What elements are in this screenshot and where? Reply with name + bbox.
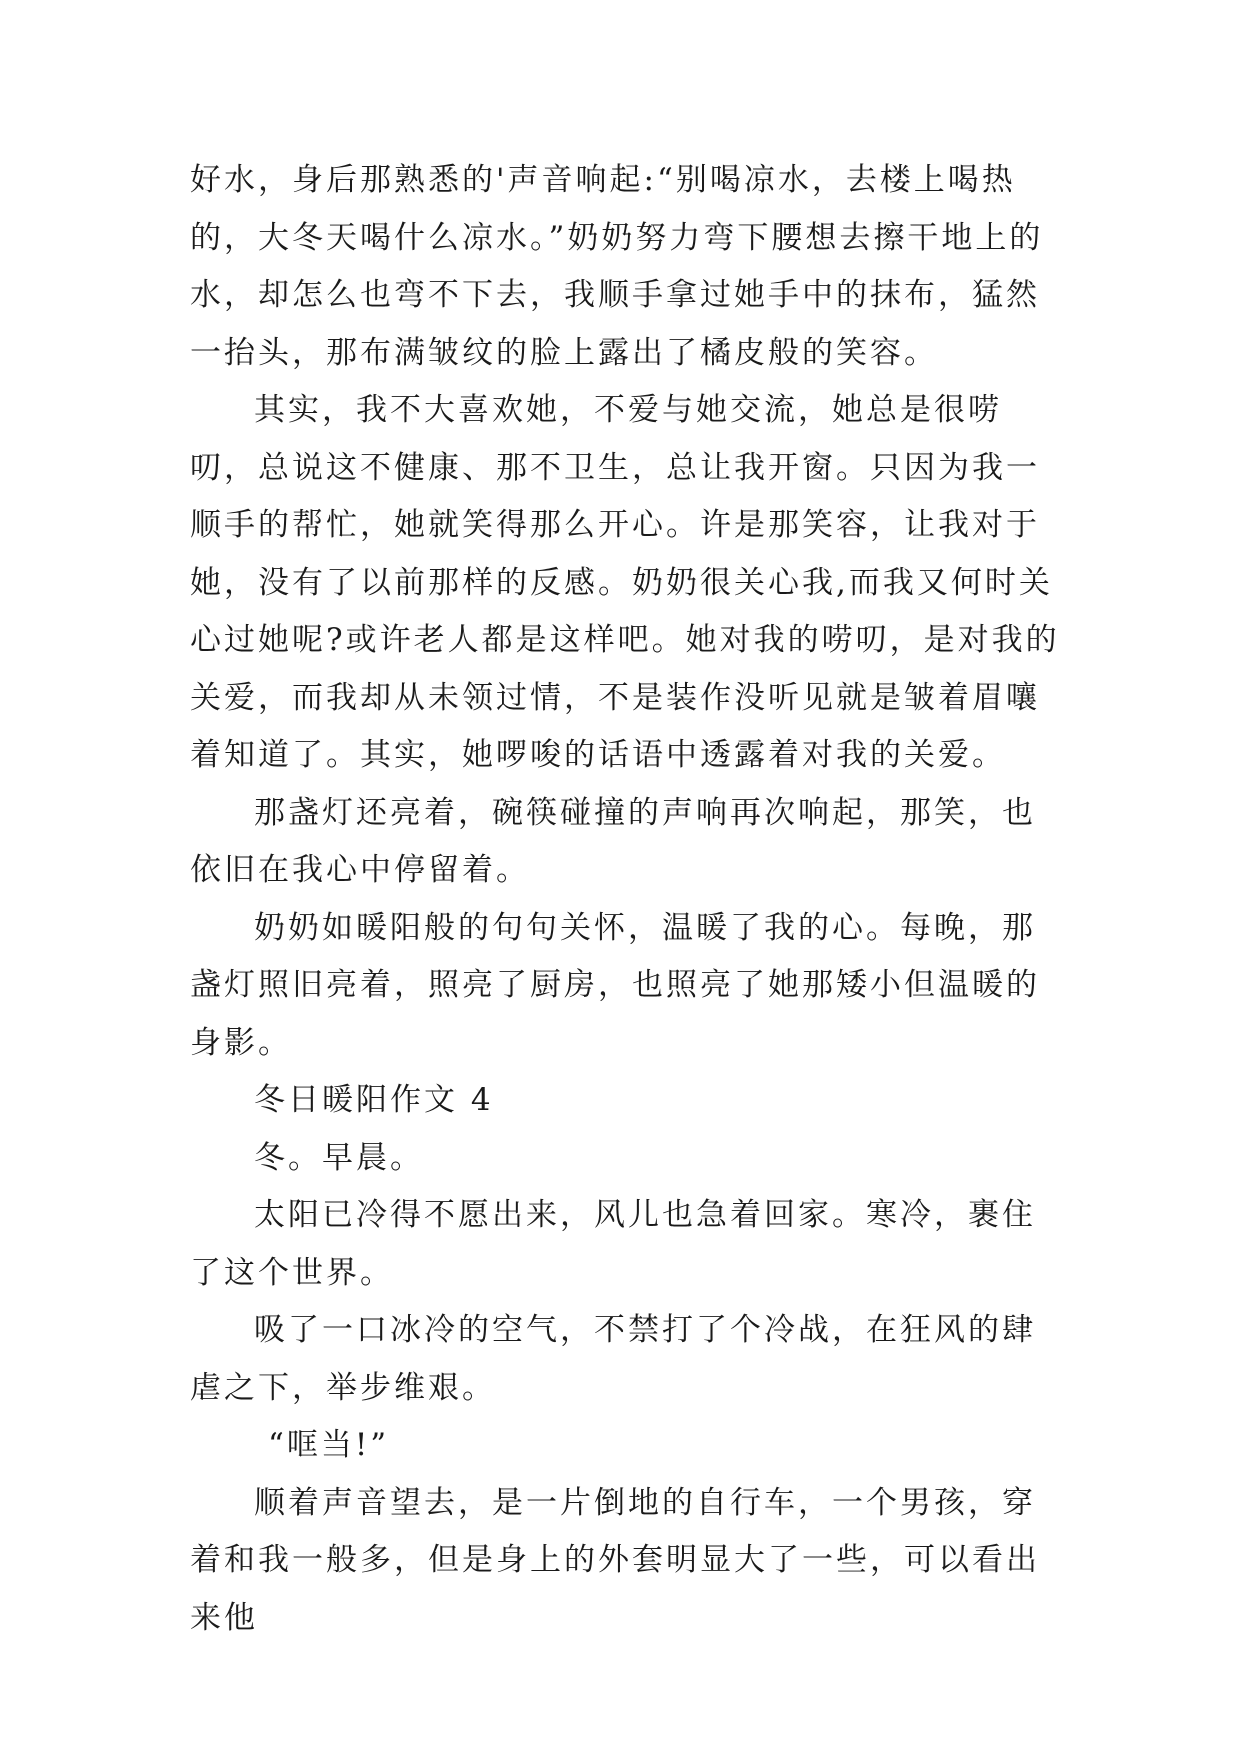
- paragraph-cold-world: 太阳已冷得不愿出来，风儿也急着回家。寒冷，裹住了这个世界。: [190, 1197, 1036, 1291]
- paragraph-grandma-nagging: 其实，我不大喜欢她，不爱与她交流，她总是很唠叨，总说这不健康、那不卫生，总让我开窗。只因为我一顺手的帮忙，她就笑得那么开心。许是那笑容，让我对于她，没有了以前那样的反感。奶奶很关心我,而我又何时关心过她呢?或许老人都是这样吧。她对我的唠叨，是对我的关爱，而我却从未领过情，不是装作没听见就是皱着眉嚷着知道了。其实，她啰唆的话语中透露着对我的关爱。: [190, 392, 1060, 773]
- essay-title: 冬日暖阳作文 4: [254, 1082, 494, 1118]
- paragraph-fallen-bicycle: 顺着声音望去，是一片倒地的自行车，一个男孩，穿着和我一般多，但是身上的外套明显大了一些，可以看出来他: [190, 1484, 1040, 1636]
- paragraph-lamp-still-on: 那盏灯还亮着，碗筷碰撞的声响再次响起，那笑，也依旧在我心中停留着。: [190, 794, 1036, 888]
- paragraph-winter-morning: 冬。早晨。: [254, 1139, 424, 1176]
- paragraph-cold-air: 吸了一口冰冷的空气，不禁打了个冷战，在狂风的肆虐之下，举步维艰。: [190, 1312, 1036, 1406]
- paragraph-grandma-water: 好水，身后那熟悉的'声音响起:“别喝凉水，去楼上喝热的，大冬天喝什么凉水。”奶奶努力弯下腰想去擦干地上的水，却怎么也弯不下去，我顺手拿过她手中的抹布，猛然一抬头，那布满皱纹的脸上露出了橘皮般的笑容。: [190, 162, 1044, 371]
- paragraph-warm-care: 奶奶如暖阳般的句句关怀，温暖了我的心。每晚，那盏灯照旧亮着，照亮了厨房，也照亮了她那矮小但温暖的身影。: [190, 909, 1040, 1061]
- article-body: [190, 152, 1060, 1647]
- paragraph-crash-sound: “哐当!”: [268, 1427, 390, 1463]
